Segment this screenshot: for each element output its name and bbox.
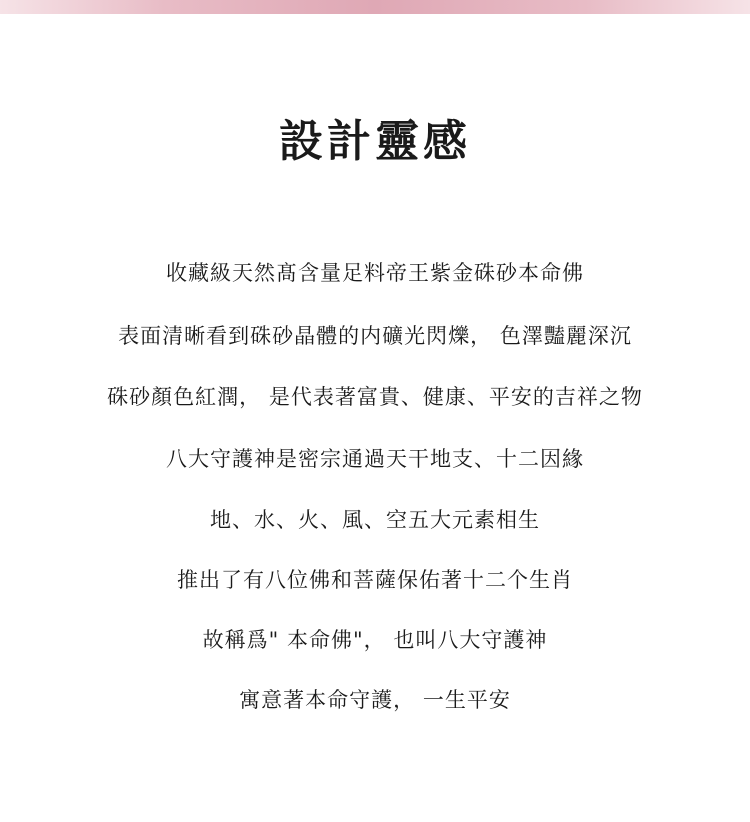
top-decorative-band	[0, 0, 750, 14]
description-line-3: 硃砂顏色紅潤， 是代表著富貴、健康、平安的吉祥之物	[107, 385, 643, 409]
description-line-5: 地、水、火、風、空五大元素相生	[210, 508, 540, 532]
description-line-6: 推出了有八位佛和菩薩保佑著十二个生肖	[177, 568, 573, 592]
description-line-2: 表面清晰看到硃砂晶體的内礦光閃爍， 色澤豔麗深沉	[118, 324, 632, 348]
description-line-4: 八大守護神是密宗通過天干地支、十二因緣	[166, 447, 584, 471]
section-title: 設計靈感	[279, 116, 471, 167]
description-line-8: 寓意著本命守護， 一生平安	[239, 688, 511, 712]
description-line-7: 故稱爲" 本命佛"， 也叫八大守護神	[202, 628, 548, 652]
description-line-1: 收藏級天然髙含量足料帝王紫金硃砂本命佛	[166, 261, 584, 285]
